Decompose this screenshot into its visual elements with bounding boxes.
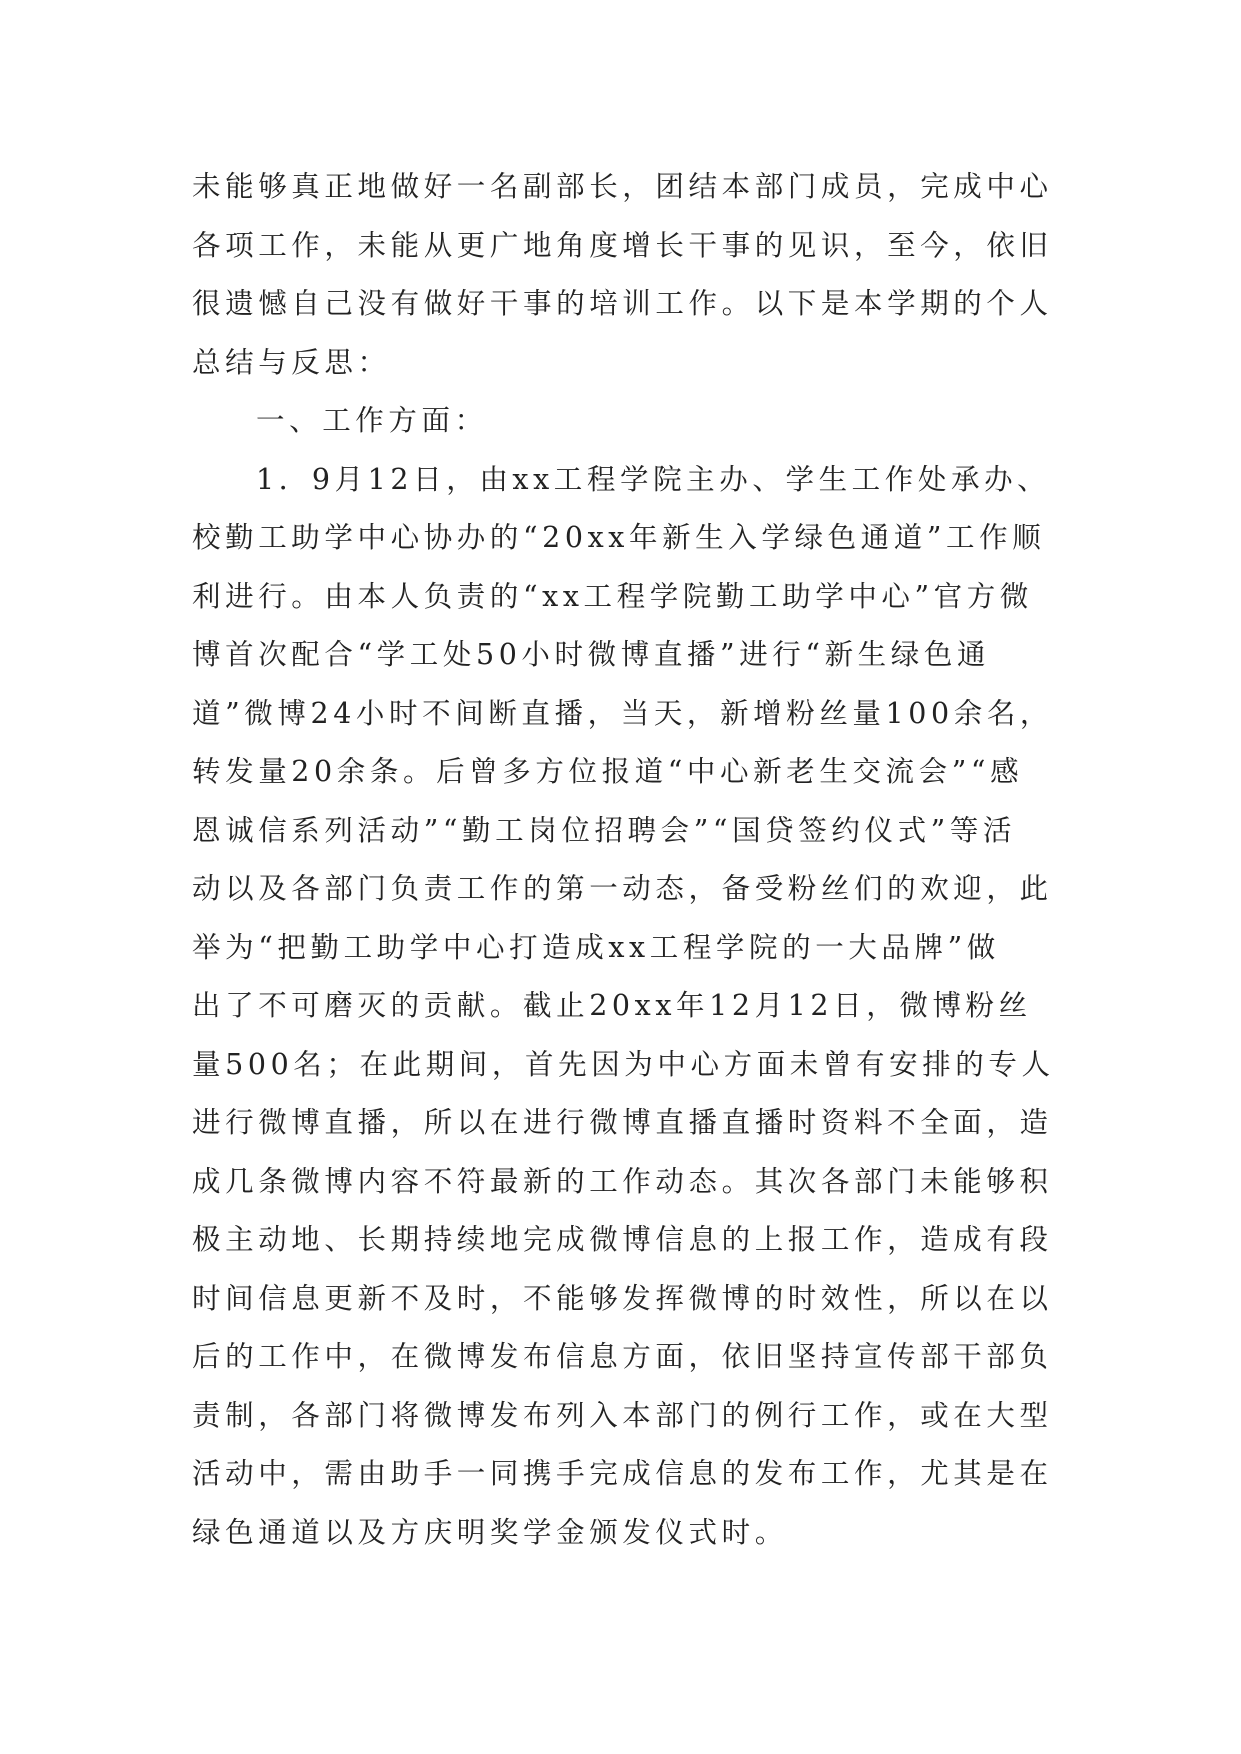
text-line: 极主动地、长期持续地完成微博信息的上报工作，造成有段 bbox=[192, 1223, 1053, 1256]
document-body bbox=[192, 158, 1055, 1562]
text-line: 后的工作中，在微博发布信息方面，依旧坚持宣传部干部负 bbox=[192, 1340, 1053, 1373]
text-line: 博首次配合“学工处50小时微博直播”进行“新生绿色通 bbox=[192, 638, 991, 671]
text-line: 量500名；在此期间，首先因为中心方面未曾有安排的专人 bbox=[192, 1047, 1055, 1081]
text-line: 道”微博24小时不间断直播，当天，新增粉丝量100余名， bbox=[192, 696, 1054, 730]
text-line: 未能够真正地做好一名副部长，团结本部门成员，完成中心 bbox=[192, 170, 1053, 203]
text-line: 进行微博直播，所以在进行微博直播直播时资料不全面，造 bbox=[192, 1106, 1053, 1139]
text-line: 校勤工助学中心协办的“20xx年新生入学绿色通道”工作顺 bbox=[192, 521, 1046, 554]
text-line: 各项工作，未能从更广地角度增长干事的见识，至今，依旧 bbox=[192, 228, 1053, 262]
text-line: 责制，各部门将微博发布列入本部门的例行工作，或在大型 bbox=[192, 1398, 1053, 1432]
text-line: 绿色通道以及方庆明奖学金颁发仪式时。 bbox=[192, 1515, 788, 1549]
text-line: 成几条微博内容不符最新的工作动态。其次各部门未能够积 bbox=[192, 1164, 1053, 1198]
text-line: 活动中，需由助手一同携手完成信息的发布工作，尤其是在 bbox=[192, 1457, 1053, 1490]
text-line: 出了不可磨灭的贡献。截止20xx年12月12日，微博粉丝 bbox=[192, 989, 1032, 1022]
text-line: 总结与反思： bbox=[192, 345, 391, 379]
text-line: 1．9月12日，由xx工程学院主办、学生工作处承办、 bbox=[256, 462, 1051, 496]
text-line: 恩诚信系列活动”“勤工岗位招聘会”“国贷签约仪式”等活 bbox=[192, 813, 1017, 847]
text-line: 利进行。由本人负责的“xx工程学院勤工助学中心”官方微 bbox=[192, 579, 1033, 613]
text-line: 动以及各部门负责工作的第一动态，备受粉丝们的欢迎，此 bbox=[192, 872, 1053, 905]
text-line: 时间信息更新不及时，不能够发挥微博的时效性，所以在以 bbox=[192, 1281, 1053, 1315]
section-heading: 一、工作方面： bbox=[256, 404, 488, 437]
text-line: 举为“把勤工助学中心打造成xx工程学院的一大品牌”做 bbox=[192, 930, 1000, 964]
text-line: 转发量20余条。后曾多方位报道“中心新老生交流会”“感 bbox=[192, 755, 1024, 788]
text-line: 很遗憾自己没有做好干事的培训工作。以下是本学期的个人 bbox=[192, 287, 1053, 320]
